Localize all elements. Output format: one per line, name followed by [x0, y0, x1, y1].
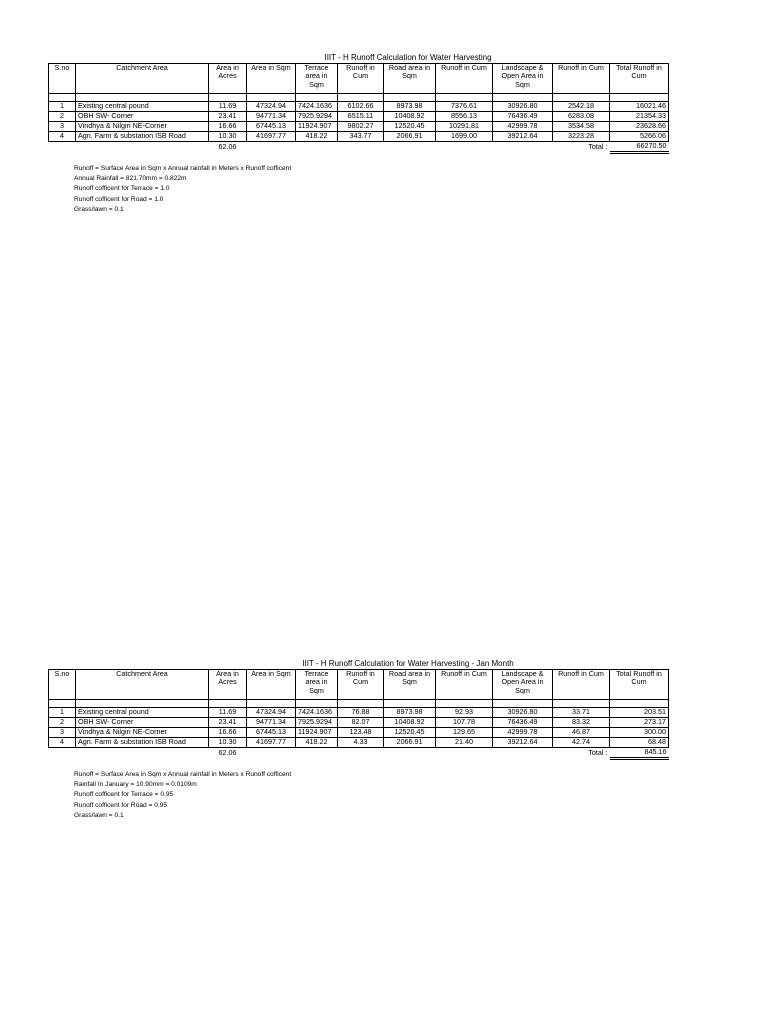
col-header-terrace-area: Terrace area in Sqm — [296, 64, 338, 94]
cell-terrace-area: 7424.1636 — [296, 102, 338, 112]
total-label: Total : — [588, 748, 608, 758]
table-row — [49, 738, 669, 748]
total-value: 66270.50 — [610, 142, 669, 153]
cell-terrace-runoff: 123.48 — [338, 728, 384, 738]
cell-total-runoff: 16021.46 — [610, 102, 669, 112]
cell-area-acres: 11.69 — [209, 102, 247, 112]
col-header-landscape-runoff: Runoff in Cum — [553, 670, 610, 700]
col-header-terrace-runoff: Runoff in Cum — [338, 64, 384, 94]
cell-area-acres: 10.30 — [209, 132, 247, 142]
cell-sno: 3 — [49, 728, 76, 738]
cell-total-runoff: 203.51 — [610, 708, 669, 718]
table-row — [49, 102, 669, 112]
cell-area-sqm: 94771.34 — [247, 112, 296, 122]
cell-road-area: 12520.45 — [384, 122, 436, 132]
cell-terrace-area: 7424.1636 — [296, 708, 338, 718]
note-line: Runoff cofficent for Terrace = 1.0 — [74, 185, 170, 193]
cell-landscape-area: 76436.49 — [493, 718, 553, 728]
col-header-total-runoff: Total Runoff in Cum — [610, 64, 669, 94]
table-row — [49, 132, 669, 142]
cell-road-area: 2066.91 — [384, 738, 436, 748]
note-line: Grass/lawn = 0.1 — [74, 811, 124, 819]
runoff-annual-section — [48, 53, 668, 215]
cell-terrace-runoff: 6515.11 — [338, 112, 384, 122]
cell-catchment-area: Agri. Farm & substation ISB Road — [76, 132, 209, 142]
cell-sno: 2 — [49, 112, 76, 122]
cell-catchment-area: OBH SW- Corner — [76, 112, 209, 122]
cell-road-runoff: 10291.81 — [436, 122, 493, 132]
note-line: Runoff = Surface Area in Sqm x Annual rainfall in Meters x Runoff cofficent — [74, 165, 292, 172]
runoff-annual-table — [48, 63, 669, 154]
cell-terrace-runoff: 6102.66 — [338, 102, 384, 112]
table-row — [49, 708, 669, 718]
cell-road-runoff: 129.65 — [436, 728, 493, 738]
cell-sno: 3 — [49, 122, 76, 132]
runoff-january-section — [48, 659, 668, 821]
table-title: IIIT - H Runoff Calculation for Water Harvesting - Jan Month — [302, 659, 514, 668]
cell-total-runoff: 21354.33 — [610, 112, 669, 122]
cell-catchment-area: Existing central pound — [76, 102, 209, 112]
runoff-january-table — [48, 669, 669, 760]
cell-sno: 1 — [49, 102, 76, 112]
note-line: Runoff cofficent for Road = 0.95 — [74, 801, 168, 809]
cell-landscape-runoff: 42.74 — [553, 738, 610, 748]
cell-road-runoff: 1699.00 — [436, 132, 493, 142]
note-line: Grass/lawn = 0.1 — [74, 205, 124, 213]
cell-road-area: 10408.92 — [384, 718, 436, 728]
cell-terrace-area: 7925.9294 — [296, 718, 338, 728]
note-line: Runoff cofficent for Terrace = 0.95 — [74, 791, 174, 799]
table-row — [49, 122, 669, 132]
col-header-sno: S.no — [49, 64, 76, 94]
cell-landscape-runoff: 2542.18 — [553, 102, 610, 112]
total-label: Total : — [588, 142, 608, 152]
col-header-catchment-area: Catchment Area — [76, 64, 209, 94]
cell-landscape-area: 42999.78 — [493, 728, 553, 738]
col-header-sno: S.no — [49, 670, 76, 700]
cell-terrace-runoff: 82.07 — [338, 718, 384, 728]
cell-area-acres: 23.41 — [209, 112, 247, 122]
cell-sno: 4 — [49, 132, 76, 142]
cell-terrace-area: 11924.907 — [296, 728, 338, 738]
cell-sno: 1 — [49, 708, 76, 718]
formula-notes — [48, 164, 668, 215]
cell-terrace-area: 7925.9294 — [296, 112, 338, 122]
col-header-road-runoff: Runoff in Cum — [436, 670, 493, 700]
table-title: IIIT - H Runoff Calculation for Water Harvesting — [324, 53, 492, 62]
table-row — [49, 728, 669, 738]
note-line: Runoff = Surface Area in Sqm x Annual rainfall in Meters x Runoff cofficent — [74, 771, 292, 778]
cell-landscape-area: 30926.80 — [493, 708, 553, 718]
cell-total-runoff: 300.00 — [610, 728, 669, 738]
table-row — [49, 718, 669, 728]
cell-landscape-area: 39212.64 — [493, 132, 553, 142]
cell-road-runoff: 8556.13 — [436, 112, 493, 122]
total-value: 845.16 — [610, 748, 669, 759]
cell-catchment-area: Agri. Farm & substation ISB Road — [76, 738, 209, 748]
cell-area-acres: 23.41 — [209, 718, 247, 728]
cell-road-area: 8973.98 — [384, 708, 436, 718]
cell-area-sqm: 41697.77 — [247, 132, 296, 142]
cell-area-sqm: 47324.94 — [247, 102, 296, 112]
cell-road-runoff: 92.93 — [436, 708, 493, 718]
col-header-total-runoff: Total Runoff in Cum — [610, 670, 669, 700]
cell-area-acres: 16.66 — [209, 728, 247, 738]
cell-terrace-runoff: 9802.27 — [338, 122, 384, 132]
cell-total-runoff: 68.48 — [610, 738, 669, 748]
table-row — [49, 112, 669, 122]
cell-terrace-area: 418.22 — [296, 132, 338, 142]
cell-area-sqm: 67445.13 — [247, 122, 296, 132]
cell-road-runoff: 21.40 — [436, 738, 493, 748]
cell-road-area: 12520.45 — [384, 728, 436, 738]
cell-terrace-area: 11924.907 — [296, 122, 338, 132]
cell-landscape-runoff: 6283.08 — [553, 112, 610, 122]
cell-terrace-area: 418.22 — [296, 738, 338, 748]
cell-sno: 2 — [49, 718, 76, 728]
cell-total-runoff: 273.17 — [610, 718, 669, 728]
col-header-road-runoff: Runoff in Cum — [436, 64, 493, 94]
total-row — [49, 142, 669, 153]
cell-area-acres: 16.66 — [209, 122, 247, 132]
cell-area-sqm: 67445.13 — [247, 728, 296, 738]
cell-landscape-runoff: 3223.28 — [553, 132, 610, 142]
cell-landscape-runoff: 3534.58 — [553, 122, 610, 132]
col-header-landscape-runoff: Runoff in Cum — [553, 64, 610, 94]
cell-area-sqm: 47324.94 — [247, 708, 296, 718]
cell-area-acres: 11.69 — [209, 708, 247, 718]
col-header-area-acres: Area in Acres — [209, 670, 247, 700]
cell-landscape-area: 76436.49 — [493, 112, 553, 122]
cell-total-runoff: 23628.66 — [610, 122, 669, 132]
cell-catchment-area: Vindhya & Nilgiri NE-Corner — [76, 728, 209, 738]
note-line: Runoff cofficent for Road = 1.0 — [74, 195, 164, 203]
cell-landscape-area: 42999.78 — [493, 122, 553, 132]
col-header-road-area: Road area in Sqm — [384, 64, 436, 94]
cell-terrace-runoff: 76.88 — [338, 708, 384, 718]
cell-road-area: 8973.98 — [384, 102, 436, 112]
spacer-row — [49, 94, 669, 102]
col-header-catchment-area: Catchment Area — [76, 670, 209, 700]
total-row — [49, 748, 669, 759]
cell-landscape-runoff: 83.32 — [553, 718, 610, 728]
cell-catchment-area: Existing central pound — [76, 708, 209, 718]
acres-total: 62.06 — [218, 142, 237, 152]
col-header-area-sqm: Area in Sqm — [247, 64, 296, 94]
cell-road-area: 10408.92 — [384, 112, 436, 122]
col-header-area-sqm: Area in Sqm — [247, 670, 296, 700]
formula-notes — [48, 770, 668, 821]
spacer-row — [49, 700, 669, 708]
cell-catchment-area: Vindhya & Nilgiri NE-Corner — [76, 122, 209, 132]
cell-road-runoff: 7376.61 — [436, 102, 493, 112]
col-header-terrace-area: Terrace area in Sqm — [296, 670, 338, 700]
header-row — [49, 670, 669, 700]
cell-terrace-runoff: 343.77 — [338, 132, 384, 142]
col-header-road-area: Road area in Sqm — [384, 670, 436, 700]
cell-landscape-runoff: 46.87 — [553, 728, 610, 738]
cell-catchment-area: OBH SW- Corner — [76, 718, 209, 728]
cell-road-area: 2066.91 — [384, 132, 436, 142]
cell-landscape-area: 39212.64 — [493, 738, 553, 748]
cell-area-sqm: 94771.34 — [247, 718, 296, 728]
cell-total-runoff: 5266.06 — [610, 132, 669, 142]
cell-area-acres: 10.30 — [209, 738, 247, 748]
header-row — [49, 64, 669, 94]
col-header-terrace-runoff: Runoff in Cum — [338, 670, 384, 700]
note-line: Annual Rainfall = 821.70mm = 0.822m — [74, 175, 187, 183]
col-header-landscape-area: Landscape & Open Area in Sqm — [493, 64, 553, 94]
note-line: Rainfall In January = 10.90mm = 0.0109m — [74, 781, 197, 789]
cell-landscape-runoff: 33.71 — [553, 708, 610, 718]
acres-total: 62.06 — [218, 748, 237, 758]
cell-landscape-area: 30926.80 — [493, 102, 553, 112]
col-header-landscape-area: Landscape & Open Area in Sqm — [493, 670, 553, 700]
cell-terrace-runoff: 4.33 — [338, 738, 384, 748]
col-header-area-acres: Area in Acres — [209, 64, 247, 94]
cell-sno: 4 — [49, 738, 76, 748]
cell-area-sqm: 41697.77 — [247, 738, 296, 748]
cell-road-runoff: 107.78 — [436, 718, 493, 728]
